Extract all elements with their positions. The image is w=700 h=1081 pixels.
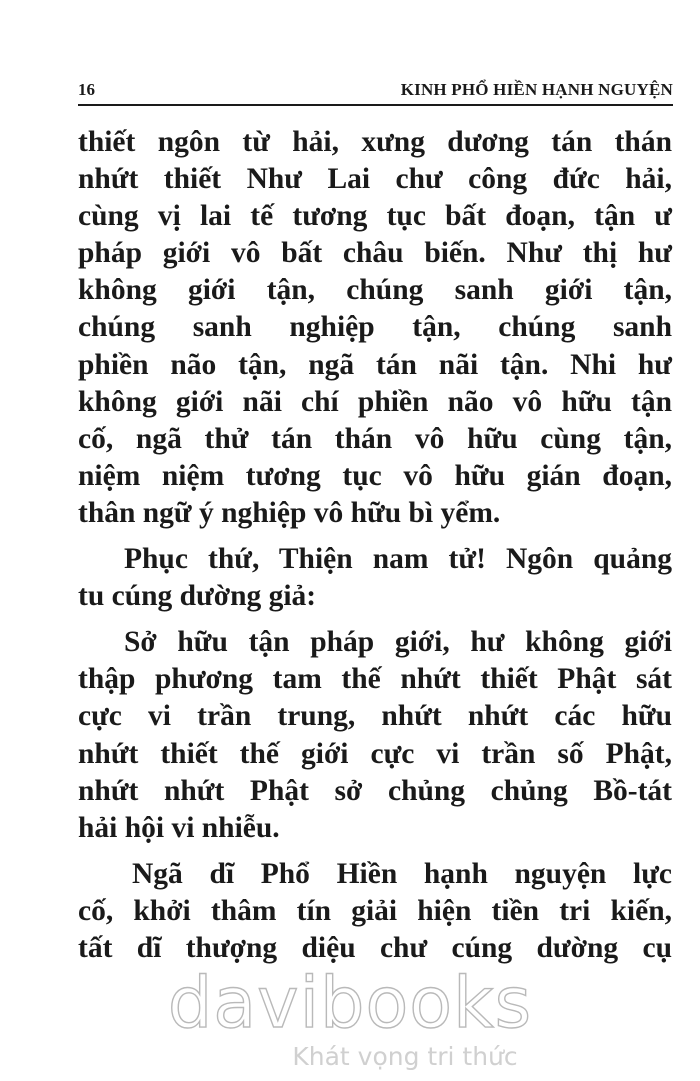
- running-title: KINH PHỔ HIỀN HẠNH NGUYỆN: [400, 80, 673, 99]
- body-text: [78, 124, 672, 967]
- text-line: nhứt thiết Như Lai chư công đức hải,: [78, 163, 672, 196]
- page-number: 16: [78, 80, 95, 99]
- paragraph: [78, 856, 672, 967]
- text-line: Ngã dĩ Phổ Hiền hạnh nguyện lực: [132, 857, 672, 890]
- text-line: pháp giới vô bất châu biến. Như thị hư: [78, 237, 672, 270]
- text-line: thập phương tam thế nhứt thiết Phật sát: [78, 663, 672, 696]
- text-line: chúng sanh nghiệp tận, chúng sanh: [78, 311, 672, 344]
- text-line: nhứt nhứt Phật sở chủng chủng Bồ-tát: [78, 774, 672, 807]
- text-line: tất dĩ thượng diệu chư cúng dường cụ: [78, 931, 672, 964]
- text-line: cùng vị lai tế tương tục bất đoạn, tận ư: [78, 200, 672, 233]
- text-line: niệm niệm tương tục vô hữu gián đoạn,: [78, 459, 672, 492]
- text-line: hải hội vi nhiễu.: [78, 811, 280, 844]
- paragraph: [78, 541, 672, 615]
- text-line: cực vi trần trung, nhứt nhứt các hữu: [78, 700, 672, 733]
- text-line: thân ngữ ý nghiệp vô hữu bì yểm.: [78, 496, 501, 529]
- running-header: [78, 78, 673, 106]
- paragraph: [78, 124, 672, 532]
- text-line: cố, khởi thâm tín giải hiện tiền tri kiến,: [78, 894, 672, 927]
- text-line: không giới tận, chúng sanh giới tận,: [78, 274, 672, 307]
- text-line: không giới nãi chí phiền não vô hữu tận: [78, 385, 672, 418]
- paragraph: [78, 624, 672, 847]
- watermark-slogan: Khát vọng tri thức: [292, 1042, 518, 1071]
- text-line: Sở hữu tận pháp giới, hư không giới: [124, 626, 672, 659]
- text-line: thiết ngôn từ hải, xưng dương tán thán: [78, 126, 672, 158]
- text-line: nhứt thiết thế giới cực vi trần số Phật,: [78, 737, 672, 770]
- watermark-logo: davibooks: [167, 962, 533, 1044]
- text-line: tu cúng dường giả:: [78, 580, 317, 613]
- text-line: cố, ngã thử tán thán vô hữu cùng tận,: [78, 422, 672, 455]
- text-line: Phục thứ, Thiện nam tử! Ngôn quảng: [124, 543, 672, 576]
- watermark: [0, 962, 700, 1071]
- text-line: phiền não tận, ngã tán nãi tận. Nhi hư: [78, 348, 672, 381]
